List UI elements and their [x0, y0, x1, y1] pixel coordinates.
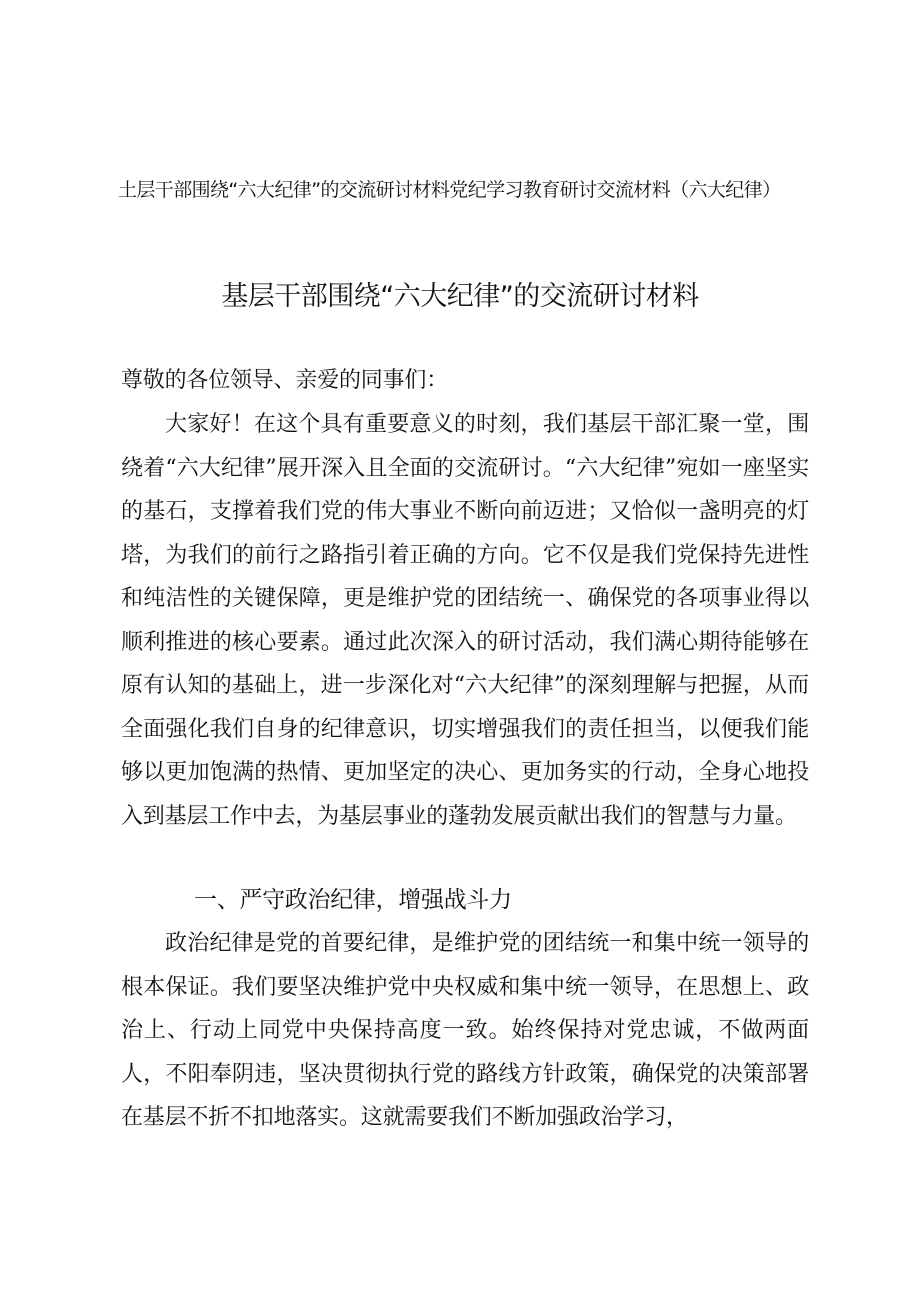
section-heading-political-discipline: 一、严守政治纪律，增强战斗力: [194, 887, 512, 913]
paragraph-intro: 大家好！在这个具有重要意义的时刻，我们基层干部汇聚一堂，围绕着“六大纪律”展开深入且全面的交流研讨。“六大纪律”宛如一座坚实的基石，支撑着我们党的伟大事业不断向前迈进；又恰似一盏明亮的灯塔，为我们的前行之路指引着正确的方向。它不仅是我们党保持先进性和纯洁性的关键保障，更是维护党的团结统一、确保党的各项事业得以顺利推进的核心要素。通过此次深入的研讨活动，我们满心期待能够在原有认知的基础上，进一步深化对“六大纪律”的深刻理解与把握，从而全面强化我们自身的纪律意识，切实增强我们的责任担当，以便我们能够以更加饱满的热情、更加坚定的决心、更加务实的行动，全身心地投入到基层工作中去，为基层事业的蓬勃发展贡献出我们的智慧与力量。: [121, 412, 809, 829]
salutation: 尊敬的各位领导、亲爱的同事们：: [121, 368, 449, 393]
paragraph-political-discipline: 政治纪律是党的首要纪律，是维护党的团结统一和集中统一领导的根本保证。我们要坚决维护党中央权威和集中统一领导，在思想上、政治上、行动上同党中央保持高度一致。始终保持对党忠诚，不做两面人，不阳奉阴违，坚决贯彻执行党的路线方针政策，确保党的决策部署在基层不折不扣地落实。这就需要我们不断加强政治学习，: [121, 931, 809, 1130]
page-title: 基层干部围绕“六大纪律”的交流研讨材料: [221, 281, 699, 312]
document-header-line: 土层干部围绕“六大纪律”的交流研讨材料党纪学习教育研讨交流材料（六大纪律）: [118, 179, 781, 201]
